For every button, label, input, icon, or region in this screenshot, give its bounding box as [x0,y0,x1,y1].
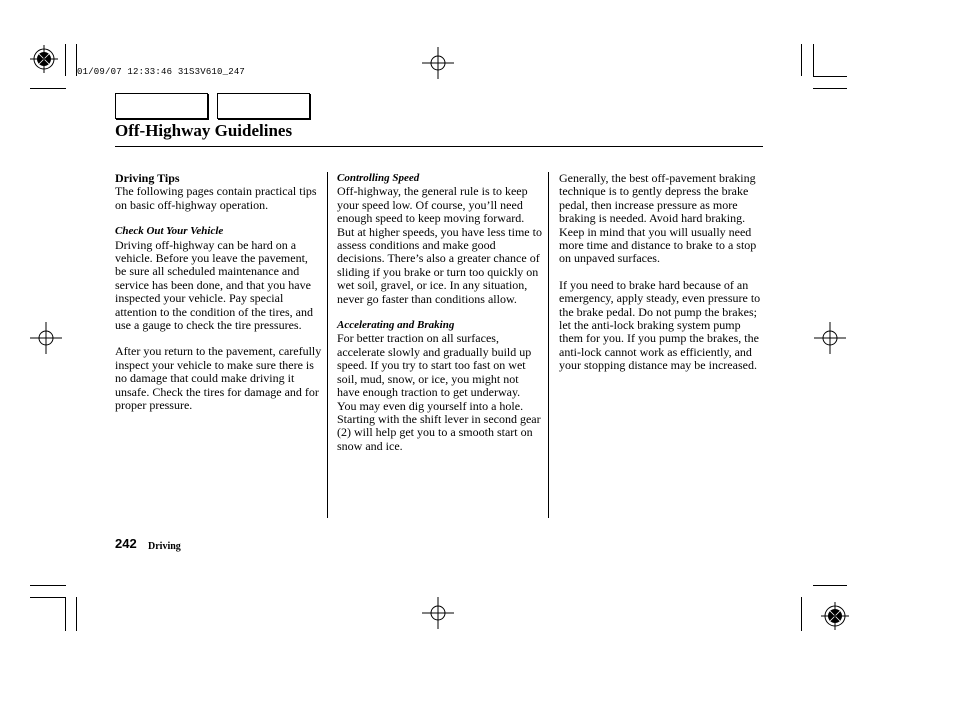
print-stamp: 01/09/07 12:33:46 31S3V610_247 [77,67,246,77]
crop-mark [65,44,66,76]
crop-mark [801,597,802,631]
crop-mark [76,597,77,631]
crop-mark [30,88,66,89]
section-name: Driving [148,541,181,552]
registration-target-icon [29,44,59,74]
subheading: Controlling Speed [337,172,420,184]
crop-mark [813,44,814,76]
subheading: Accelerating and Braking [337,319,455,332]
header-tab-box [217,93,310,119]
crop-mark [801,44,802,76]
crosshair-mark-icon [814,322,846,354]
section-heading: Driving Tips [115,171,180,185]
crop-mark [813,76,847,77]
crosshair-mark-icon [422,47,454,79]
crop-mark [30,585,66,586]
right-column [559,172,763,373]
page-title: Off-Highway Guidelines [115,121,293,140]
crop-mark [813,585,847,586]
page-number: 242 [115,536,137,551]
crosshair-mark-icon [422,597,454,629]
intro-paragraph: The following pages contain practical tips on basic off-highway operation. [115,184,317,212]
header-tab-box [115,93,208,119]
title-rule [115,146,763,147]
body-paragraph: Off-highway, the general rule is to keep your speed low. Of course, you’ll need enough speed to keep moving forward. But at higher speeds, you have less time to assess conditions and make good decisions. There’s also a greater chance of sliding if you brake or turn too quickly on wet soil, gravel, or ice. In any situation, never go faster than conditions allow. [337,184,542,306]
crop-mark [813,88,847,89]
middle-column [337,172,542,453]
crop-mark [65,597,66,631]
body-paragraph: Generally, the best off-pavement braking technique is to gently depress the brake pedal, then increase pressure as more braking is needed. Avoid hard braking. Keep in mind that you will usually need more time and distance to brake to a stop on unpaved surfaces. [559,171,757,266]
subheading: Check Out Your Vehicle [115,225,224,238]
body-paragraph: After you return to the pavement, carefully inspect your vehicle to make sure there is no damage that could make driving it unsafe. Check the tires for damage and for proper pressure. [115,344,322,413]
body-paragraph: If you need to brake hard because of an emergency, apply steady, even pressure to the brake pedal. Do not pump the brakes; let the anti-lock braking system pump them for you. If you pump the brakes, the anti-lock cannot work as efficiently, and your stopping distance may be increased. [559,277,761,373]
left-column [115,172,322,413]
body-paragraph: For better traction on all surfaces, accelerate slowly and gradually build up speed. If you try to start too fast on wet soil, mud, snow, or ice, you might not have enough traction to get underway. You may even dig yourself into a hole. Starting with the shift lever in second gear (2) will help get you to a smooth start on snow and ice. [337,331,541,453]
crosshair-mark-icon [30,322,62,354]
body-paragraph: Driving off-highway can be hard on a vehicle. Before you leave the pavement, be sure all scheduled maintenance and service has been done, and that you have inspected your vehicle. Pay special attention to the condition of the tires, and use a gauge to check the tire pressures. [115,237,313,333]
registration-target-icon [820,601,850,631]
column-divider [548,172,549,518]
column-divider [327,172,328,518]
crop-mark [30,597,66,598]
